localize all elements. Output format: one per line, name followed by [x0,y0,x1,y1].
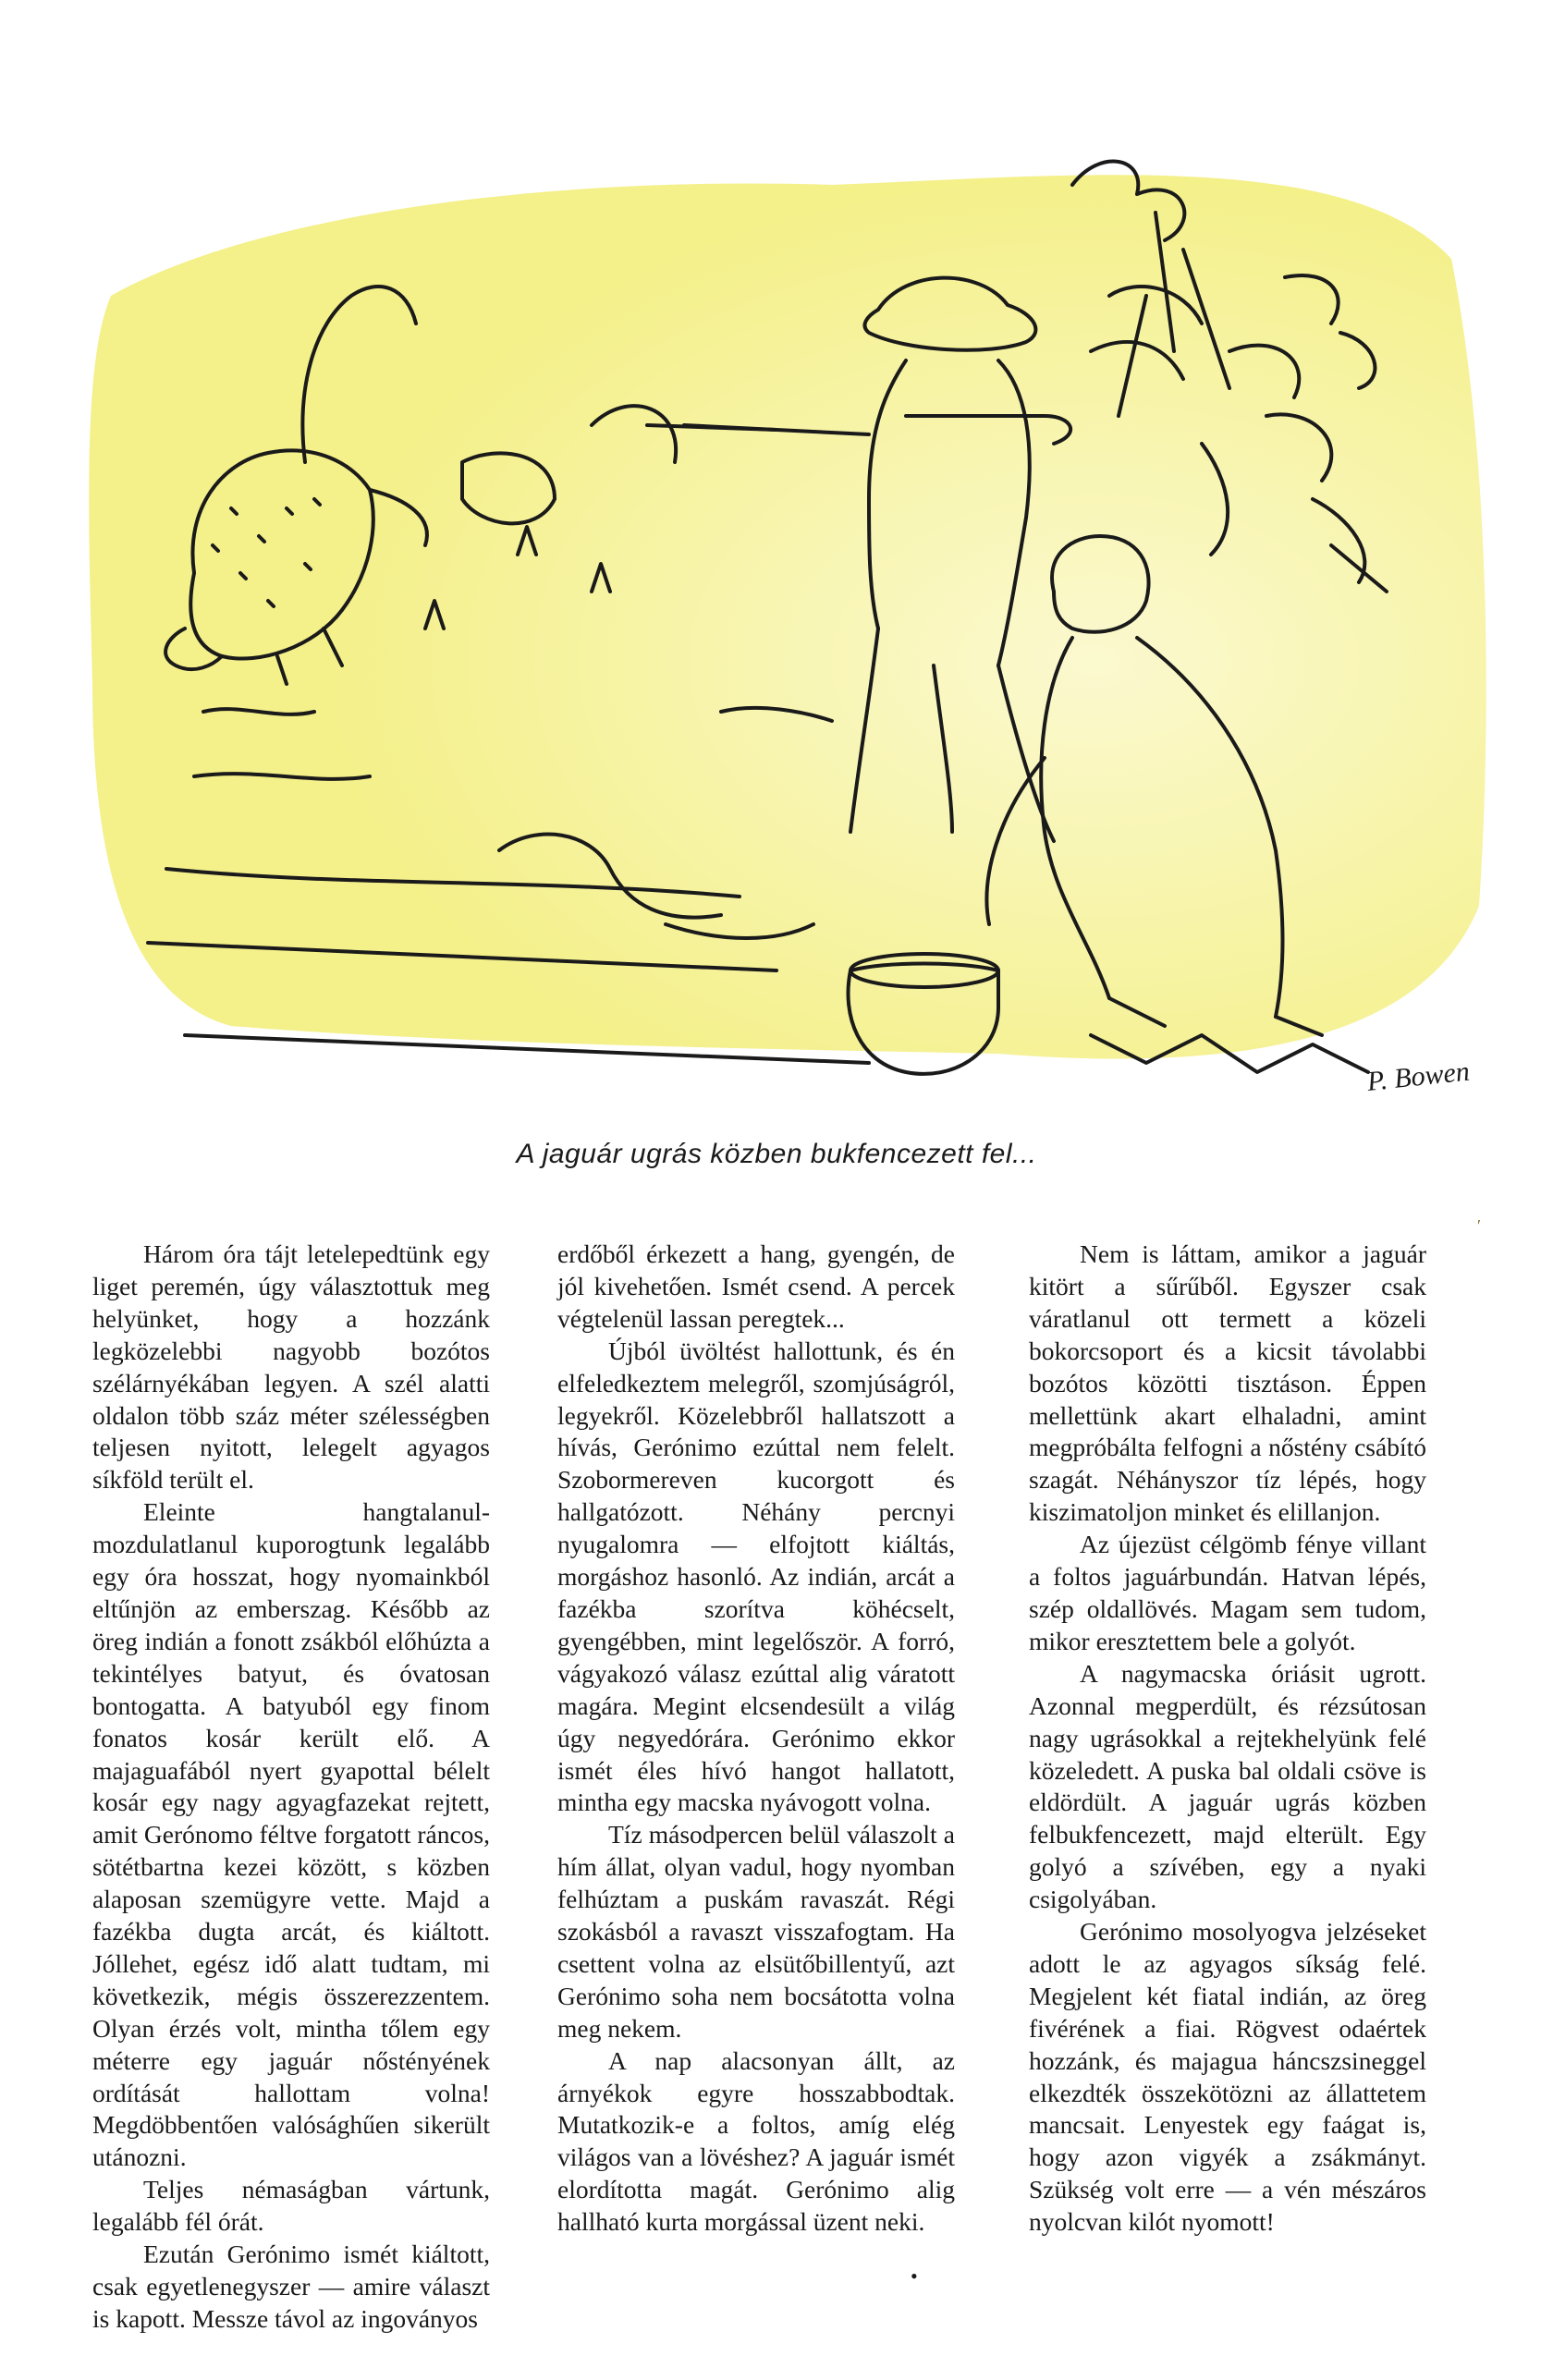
text-column-1 [92,1239,490,2336]
illustration-caption: A jaguár ugrás közben bukfencezett fel... [516,1139,1037,1169]
margin-mark: ′ [1477,1216,1481,1235]
yellow-background-shape [89,175,1486,1058]
paragraph: Az újezüst célgömb fénye villant a foltos jaguárbundán. Hatvan lépés, szép oldallövés. Magam sem tudom, mikor eresztettem bele a golyót. [1029,1530,1426,1655]
paragraph: Ezután Gerónimo ismét kiáltott, csak egyetlenegyszer — amire választ is kapott. Messze távol az ingoványos [92,2240,490,2333]
page-dot-mark: • [911,2264,918,2288]
paragraph: Három óra tájt letelepedtünk egy liget peremén, úgy választottuk meg helyünket, hogy a hozzánk legközelebbi nagyobb bozótos szélárnyékában legyen. A szél alatti oldalon több száz méter szélességben teljesen nyitott, lelegelt agyagos síkföld terült el. [92,1239,490,1495]
paragraph: Eleinte hangtalanul-mozdulatlanul kuporogtunk legalább egy óra hosszat, hogy nyomainkból eltűnjön az emberszag. Később az öreg indián a fonott zsákból előhúzta a tekintélyes batyut, és óvatosan bontogatta. A batyuból egy finom fonatos kosár került elő. A majaguafából nyert gyapottal bélelt kosár egy nagy agyagfazekat rejtett, amit Gerónomo féltve forgatott ráncos, sötétbartna kezei között, s közben alaposan szemügyre vette. Majd a fazékba dugta arcát, és kiáltott. Jóllehet, egész idő alatt tudtam, mi következik, mégis összerezzentem. Olyan érzés volt, mintha tőlem egy méterre egy jaguár nőstényének ordítását hallottam volna! Megdöbbentően valósághűen sikerült utánozni. [92,1497,490,2172]
jaguar-hunt-illustration [74,111,1498,1118]
artist-signature: P. Bowen [1365,1056,1472,1097]
paragraph: Teljes némaságban vártunk, legalább fél órát. [92,2175,490,2237]
paragraph: Nem is láttam, amikor a jaguár kitört a sűrűből. Egyszer csak váratlanul ott termett a közeli bokorcsoport és a kicsit távolabbi bozótos közötti tisztáson. Éppen mellettünk akart elhaladni, amint megpróbálta felfogni a nőstény csábító szagát. Néhányszor tíz lépés, hogy kiszimatoljon minket és elillanjon. [1029,1239,1426,1527]
text-column-2 [557,1239,955,2239]
paragraph: erdőből érkezett a hang, gyengén, de jól kivehetően. Ismét csend. A percek végtelenül lassan peregtek... [557,1239,955,1333]
paragraph: A nagymacska óriásit ugrott. Azonnal megperdült, és rézsútosan nagy ugrásokkal a rejtekhelyünk felé közeledett. A puska bal oldali csöve is eldördült. A jaguár ugrás közben felbukfencezett, majd elterült. Egy golyó a szívében, egy a nyaki csigolyában. [1029,1658,1426,1914]
text-column-3 [1029,1239,1426,2239]
paragraph: Gerónimo mosolyogva jelzéseket adott le az agyagos síkság felé. Megjelent két fiatal indián, az öreg fivérének a fiai. Rögvest odaértek hozzánk, és majagua háncszsineggel elkezdték összekötözni az állattetem mancsait. Lenyestek egy faágat is, hogy azon vigyék a zsákmányt. Szükség volt erre — a vén mészáros nyolcvan kilót nyomott! [1029,1917,1426,2237]
paragraph: Tíz másodpercen belül válaszolt a hím állat, olyan vadul, hogy nyomban felhúztam a puskám ravaszát. Régi szokásból a ravaszt visszafogtam. Ha csettent volna az elsütőbillentyű, azt Gerónimo soha nem bocsátotta volna meg nekem. [557,1820,955,2043]
paragraph: Újból üvöltést hallottunk, és én elfeledkeztem melegről, szomjúságról, legyekről. Közelebbről hallatszott a hívás, Gerónimo ezúttal nem felelt. Szobormereven kucorgott és hallgatózott. Néhány percnyi nyugalomra — elfojtott kiáltás, morgáshoz hasonló. Az indián, arcát a fazékba szorítva köhécselt, gyengébben, mint legelőször. A forró, vágyakozó válasz ezúttal alig váratott magára. Megint elcsendesült a világ úgy negyedórára. Gerónimo ekkor ismét éles hívó hangot hallatott, mintha egy macska nyávogott volna. [557,1336,955,1817]
paragraph: A nap alacsonyan állt, az árnyékok egyre hosszabbodtak. Mutatkozik-e a foltos, amíg elég világos van a lövéshez? A jaguár ismét elordította magát. Gerónimo alig hallható kurta morgással üzent neki. [557,2045,955,2237]
